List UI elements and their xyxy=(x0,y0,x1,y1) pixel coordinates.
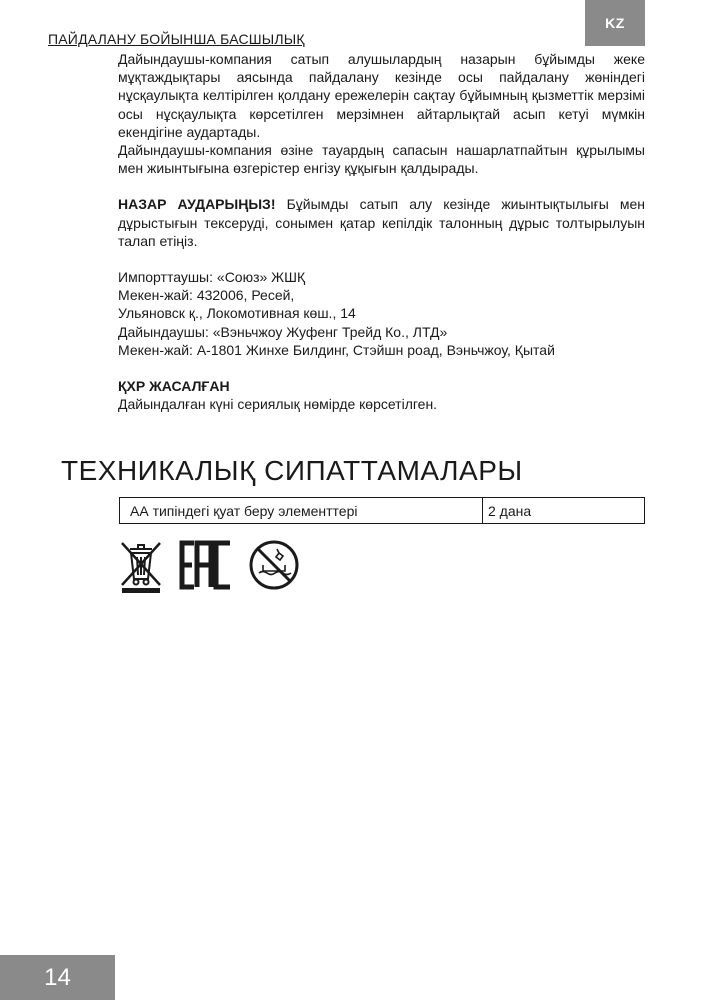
running-header: ПАЙДАЛАНУ БОЙЫНША БАСШЫЛЫҚ xyxy=(48,31,305,47)
weee-crossed-bin-icon xyxy=(118,537,164,593)
made-in-label: ҚХР ЖАСАЛҒАН xyxy=(118,378,230,395)
attention-text: Бұйымды сатып алу кезінде жиынтықтылығы мен дұрыстығын тексеруді, сонымен қатар кепілдік талонның дұрыс толтырылуын талап етіңіз. xyxy=(118,196,646,249)
importer-address-line-2: Ульяновск қ., Локомотивная көш., 14 xyxy=(118,305,356,322)
no-water-icon xyxy=(248,539,300,591)
spec-label-cell: АА типіндегі қуат беру элементтері xyxy=(120,498,483,523)
page-number: 14 xyxy=(44,963,71,991)
body-text xyxy=(118,50,645,413)
production-date-line: Дайындалған күні сериялық нөмірде көрсетілген. xyxy=(118,396,438,413)
design-changes-paragraph: Дайындаушы-компания өзіне тауардың сапасын нашарлатпайтын құрылымы мен жиынтығына өзгерістер енгізу құқығын қалдырады. xyxy=(118,142,645,177)
importer-line: Импорттаушы: «Союз» ЖШҚ xyxy=(118,269,306,286)
specs-title: ТЕХНИКАЛЫҚ СИПАТТАМАЛАРЫ xyxy=(61,455,523,486)
spec-value-cell: 2 дана xyxy=(488,502,532,519)
eac-mark-icon xyxy=(178,539,234,591)
importer-address-line-1: Мекен-жай: 432006, Ресей, xyxy=(118,287,295,304)
language-label: KZ xyxy=(605,15,625,31)
manufacturer-line: Дайындаушы: «Вэньчжоу Жуфенг Трейд Ко., ЛТД» xyxy=(118,323,448,340)
language-tab xyxy=(585,0,645,46)
manufacturer-notice-paragraph: Дайындаушы-компания сатып алушылардың назарын бұйымды жеке мұқтаждықтары аясында пайдалану кезінде осы пайдалану жөніндегі нұсқаулықта келтірілген қолдану ережелерін сақтау бұйымның қызметтік мерзімі осы нұсқаулықта көрсетілген мерзімнен айтарлықтай асып кетуі мүмкін екендігіне аудартады. xyxy=(118,51,645,140)
manufacturer-address-line: Мекен-жай: А-1801 Жинхе Билдинг, Стэйшн роад, Вэньчжоу, Қытай xyxy=(118,341,555,358)
attention-label: НАЗАР АУДАРЫҢЫЗ! xyxy=(118,196,276,213)
certification-marks xyxy=(118,537,300,593)
made-in-line xyxy=(118,377,645,395)
specs-table xyxy=(119,497,645,524)
attention-paragraph xyxy=(118,195,645,250)
page-number-box xyxy=(0,955,115,1000)
